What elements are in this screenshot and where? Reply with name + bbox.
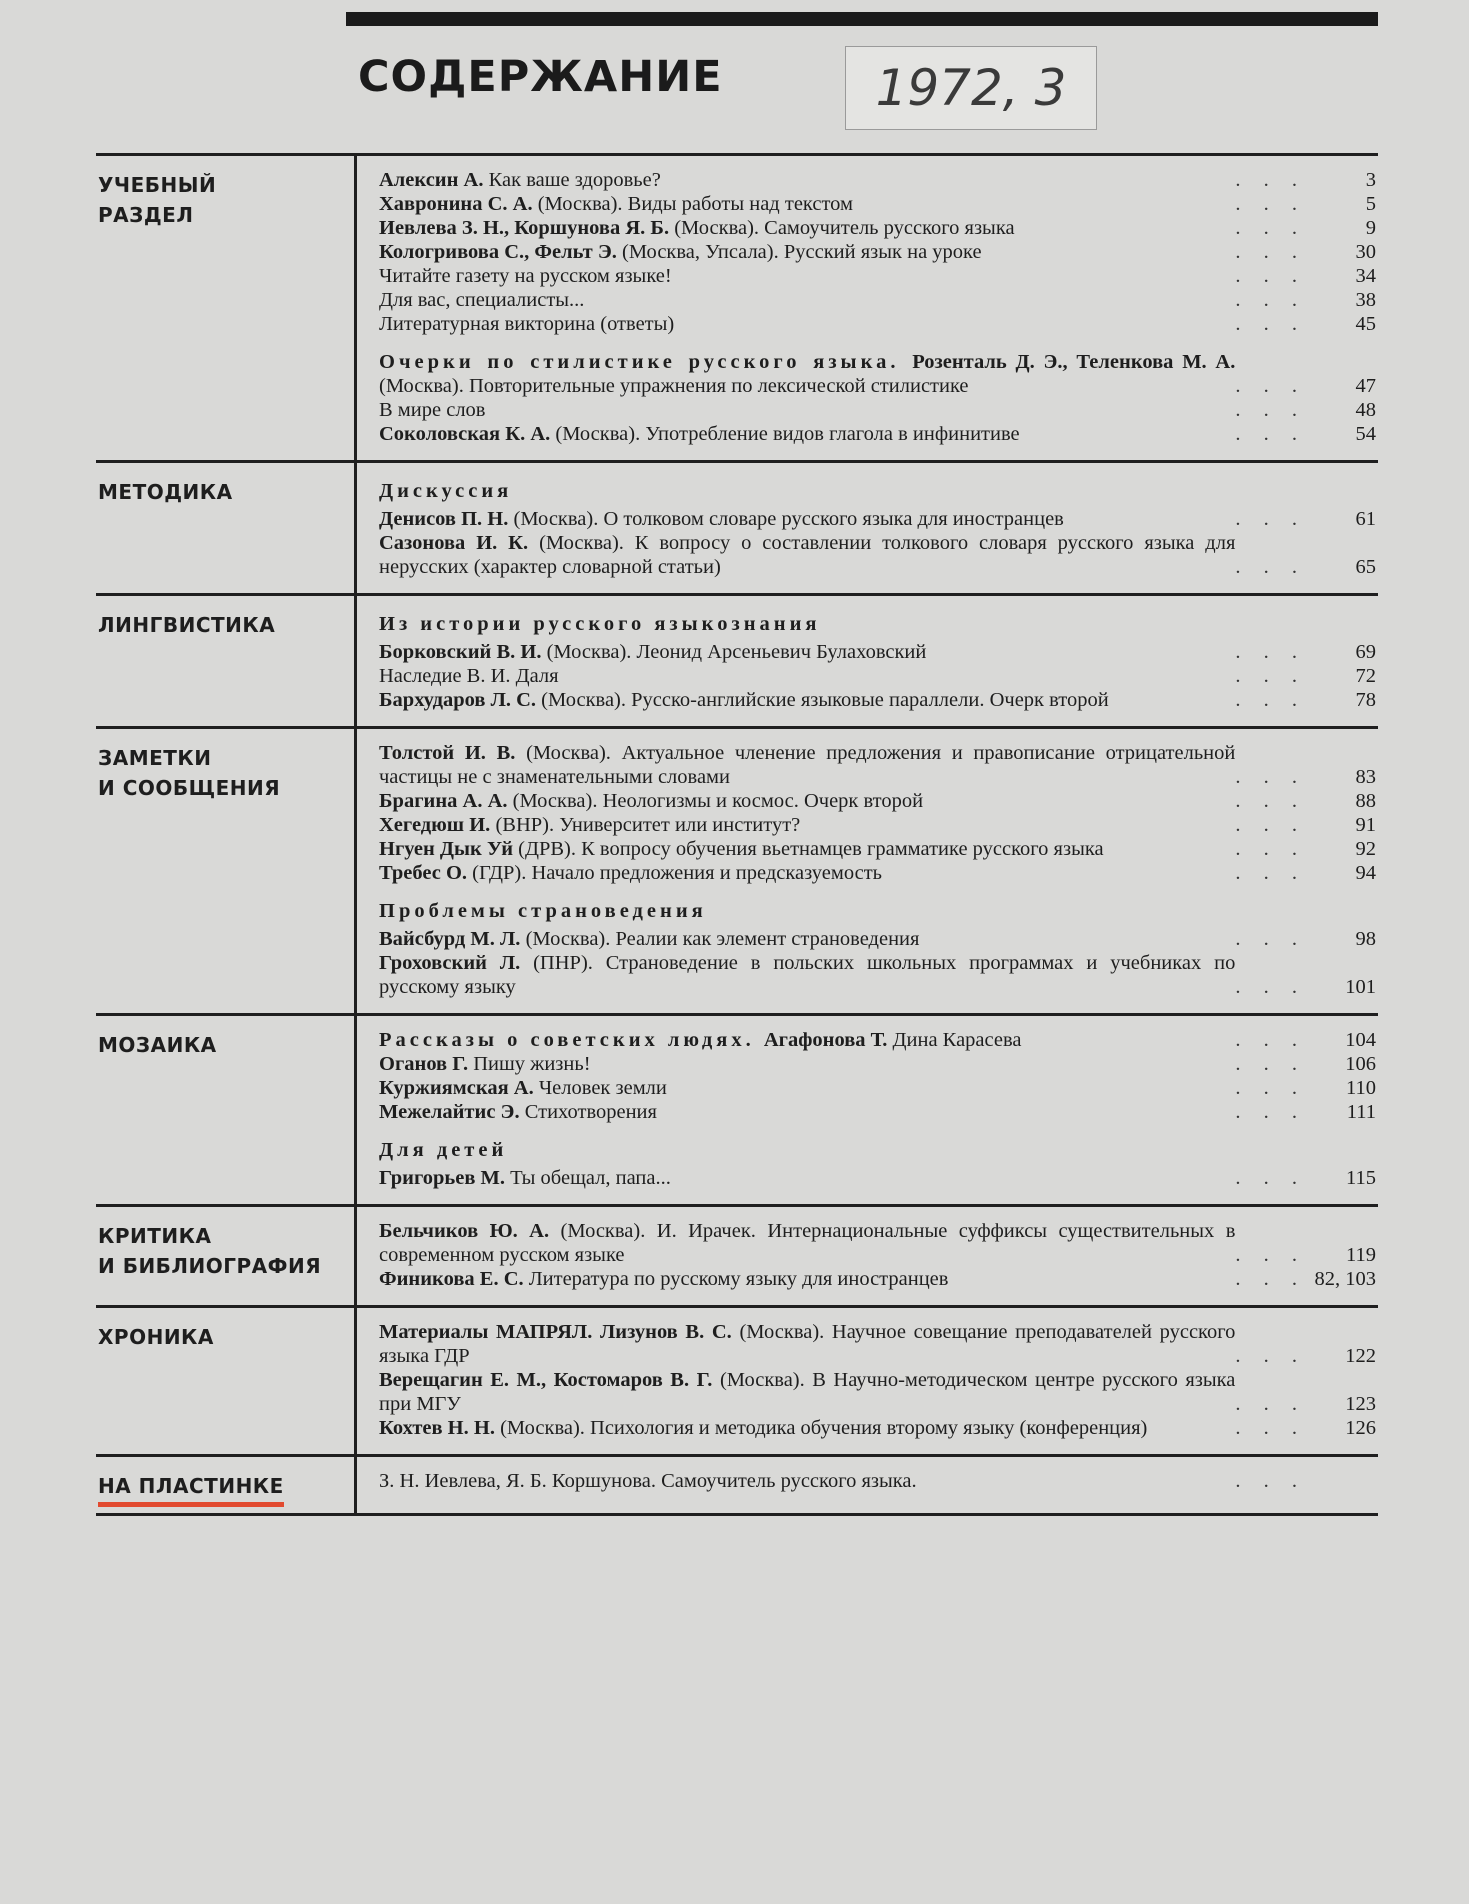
section-label-text: УЧЕБНЫЙ РАЗДЕЛ <box>98 173 217 227</box>
entry-page-number: 47 <box>1355 375 1376 397</box>
toc-section <box>96 1305 1378 1454</box>
handwritten-note: 1972, 3 <box>845 46 1097 130</box>
entry-page-number: 92 <box>1355 838 1376 860</box>
dot-leader: . . . <box>1235 1029 1306 1051</box>
dot-leader: . . . <box>1235 1053 1306 1075</box>
top-rule <box>346 12 1378 26</box>
toc-entry[interactable] <box>379 1028 1378 1052</box>
toc-entry[interactable] <box>379 1320 1378 1368</box>
entry-title: (Москва). Психология и методика обучения второму языку (конференция) <box>500 1417 1148 1439</box>
entry-title: (ГДР). Начало предложения и предсказуемость <box>472 862 883 884</box>
entry-text <box>379 1028 1235 1052</box>
entry-author: Бельчиков Ю. А. <box>379 1220 561 1242</box>
subsection-heading: Из истории русского языкознания <box>379 613 821 635</box>
toc-entry[interactable] <box>379 240 1378 264</box>
section-entries <box>357 729 1378 1013</box>
section-label <box>96 156 357 460</box>
entry-author: Розенталь Д. Э., Теленкова М. А. <box>912 351 1236 373</box>
entry-page-number: 78 <box>1355 689 1376 711</box>
section-label <box>96 1016 357 1204</box>
subsection-heading: Для детей <box>379 1139 508 1161</box>
entry-page-number: 30 <box>1355 241 1376 263</box>
dot-leader: . . . <box>1235 399 1306 421</box>
section-label <box>96 1457 357 1513</box>
toc-entry[interactable] <box>379 1368 1378 1416</box>
toc-entry[interactable] <box>379 168 1378 192</box>
dot-leader: . . . <box>1235 1268 1306 1290</box>
entry-title: (Москва). И. Ирачек. Интернациональные суффиксы существительных в современном русском языке <box>379 1220 1236 1266</box>
dot-leader: . . . <box>1235 928 1306 950</box>
entry-title: (Москва). Актуальное членение предложения и правописание отрицательной частицы не с знаменательными словами <box>379 742 1236 788</box>
section-label-text: ЗАМЕТКИ И СООБЩЕНИЯ <box>98 746 281 800</box>
toc-section <box>96 726 1378 1013</box>
toc-entry[interactable] <box>379 789 1378 813</box>
toc-entry[interactable] <box>379 264 1378 288</box>
dot-leader: . . . <box>1235 1244 1306 1266</box>
entry-author: Финикова Е. С. <box>379 1268 529 1290</box>
entry-text <box>379 192 1235 216</box>
dot-leader: . . . <box>1235 423 1306 445</box>
entry-page-number: 91 <box>1355 814 1376 836</box>
entry-title: (Москва). Леонид Арсеньевич Булаховский <box>546 641 927 663</box>
subsection-heading: Проблемы страноведения <box>379 900 707 922</box>
entry-text <box>379 312 1235 336</box>
entry-author: Толстой И. В. <box>379 742 527 764</box>
entry-title: (Москва). Самоучитель русского языка <box>674 217 1015 239</box>
toc-entry[interactable] <box>379 1416 1378 1440</box>
section-label-text: НА ПЛАСТИНКЕ <box>98 1474 284 1507</box>
dot-leader: . . . <box>1235 665 1306 687</box>
entry-page-number: 122 <box>1345 1345 1376 1367</box>
dot-leader: . . . <box>1235 265 1306 287</box>
entry-page-number: 98 <box>1355 928 1376 950</box>
section-label <box>96 1308 357 1454</box>
entry-text <box>379 837 1235 861</box>
entry-rubric: Рассказы о советских людях. <box>379 1029 764 1051</box>
entry-page-number: 115 <box>1346 1167 1376 1189</box>
entry-page-number: 88 <box>1355 790 1376 812</box>
section-entries <box>357 1016 1378 1204</box>
toc-section <box>96 1204 1378 1305</box>
entry-text <box>379 1076 1235 1100</box>
entry-page-number: 101 <box>1345 976 1376 998</box>
toc-section <box>96 153 1378 460</box>
entry-title: (Москва). Реалии как элемент страноведения <box>525 928 920 950</box>
entry-author: Верещагин Е. М., Костомаров В. Г. <box>379 1369 720 1391</box>
entry-text <box>379 1219 1235 1267</box>
entry-author: Борковский В. И. <box>379 641 547 663</box>
entry-title: Для вас, специалисты... <box>379 289 585 311</box>
entry-text <box>379 861 1235 885</box>
entry-page-number: 106 <box>1345 1053 1376 1075</box>
entry-text <box>379 741 1235 789</box>
dot-leader: . . . <box>1235 1393 1306 1415</box>
entry-text <box>379 688 1235 712</box>
toc-entry[interactable] <box>379 951 1378 999</box>
section-label-text: МЕТОДИКА <box>98 480 233 504</box>
toc-entry[interactable] <box>379 192 1378 216</box>
section-label-text: ХРОНИКА <box>98 1325 214 1349</box>
section-entries <box>357 463 1378 593</box>
entry-text <box>379 350 1235 398</box>
toc-entry[interactable] <box>379 531 1378 579</box>
section-label <box>96 1207 357 1305</box>
entry-title: Литература по русскому языку для иностранцев <box>528 1268 949 1290</box>
entry-title: Как ваше здоровье? <box>488 169 661 191</box>
entry-title: (ПНР). Страноведение в польских школьных программах и учебниках по русскому языку <box>379 952 1236 998</box>
entry-title: (Москва). Употребление видов глагола в инфинитиве <box>555 423 1020 445</box>
entry-author: Соколовская К. А. <box>379 423 556 445</box>
entry-text <box>379 240 1235 264</box>
entry-author: Требес О. <box>379 862 473 884</box>
entry-title: (Москва, Упсала). Русский язык на уроке <box>622 241 982 263</box>
entry-title: (Москва). О толковом словаре русского языка для иностранцев <box>513 508 1064 530</box>
dot-leader: . . . <box>1235 814 1306 836</box>
toc-entry[interactable] <box>379 507 1378 531</box>
toc-entry[interactable] <box>379 1469 1378 1493</box>
section-label-text: КРИТИКА И БИБЛИОГРАФИЯ <box>98 1224 322 1278</box>
entry-page-number: 65 <box>1355 556 1376 578</box>
entry-text <box>379 813 1235 837</box>
section-label <box>96 463 357 593</box>
dot-leader: . . . <box>1235 313 1306 335</box>
dot-leader: . . . <box>1235 766 1306 788</box>
entry-author: Сазонова И. К. <box>379 532 540 554</box>
page-title: СОДЕРЖАНИЕ <box>358 52 723 102</box>
entry-page-number: 45 <box>1355 313 1376 335</box>
entry-title: Ты обещал, папа... <box>510 1167 671 1189</box>
entry-author: Алексин А. <box>379 169 489 191</box>
entry-rubric: Очерки по стилистике русского языка. <box>379 351 913 373</box>
entry-title: Стихотворения <box>524 1101 657 1123</box>
entry-title: Дина Карасева <box>892 1029 1022 1051</box>
entry-author: Материалы МАПРЯЛ. Лизунов В. С. <box>379 1321 740 1343</box>
toc-section <box>96 1013 1378 1204</box>
toc-entry[interactable] <box>379 640 1378 664</box>
dot-leader: . . . <box>1235 689 1306 711</box>
subsection-heading: Дискуссия <box>379 480 513 502</box>
entry-author: Оганов Г. <box>379 1053 474 1075</box>
table-of-contents <box>96 153 1378 1516</box>
toc-section <box>96 460 1378 593</box>
entry-author: Куржиямская А. <box>379 1077 539 1099</box>
entry-author: Денисов П. Н. <box>379 508 514 530</box>
dot-leader: . . . <box>1235 1077 1306 1099</box>
entry-title: (Москва). Неологизмы и космос. Очерк второй <box>512 790 924 812</box>
dot-leader: . . . <box>1235 1345 1306 1367</box>
entry-title: (ДРВ). К вопросу обучения вьетнамцев грамматике русского языка <box>518 838 1104 860</box>
entry-author: Хегедюш И. <box>379 814 496 836</box>
toc-entry[interactable] <box>379 288 1378 312</box>
entry-page-number: 3 <box>1365 169 1376 191</box>
entry-title: (Москва). Повторительные упражнения по лексической стилистике <box>379 375 969 397</box>
entry-page-number: 69 <box>1355 641 1376 663</box>
entry-author: Вайсбурд М. Л. <box>379 928 526 950</box>
entry-text <box>379 1267 1235 1291</box>
dot-leader: . . . <box>1235 641 1306 663</box>
entry-title: (Москва). К вопросу о составлении толкового словаря русского языка для нерусских (характер словарной статьи) <box>379 532 1236 578</box>
entry-text <box>379 640 1235 664</box>
section-entries <box>357 1308 1378 1454</box>
entry-text <box>379 789 1235 813</box>
section-label <box>96 596 357 726</box>
toc-entry[interactable] <box>379 1100 1378 1124</box>
entry-title: Читайте газету на русском языке! <box>379 265 672 287</box>
entry-title: (Москва). Научное совещание преподавателей русского языка ГДР <box>379 1321 1236 1367</box>
entry-author: Нгуен Дык Уй <box>379 838 519 860</box>
entry-page-number: 9 <box>1365 217 1376 239</box>
entry-text <box>379 168 1235 192</box>
entry-page-number: 119 <box>1346 1244 1376 1266</box>
section-entries <box>357 1457 1378 1513</box>
entry-text <box>379 398 1235 422</box>
entry-title: Пишу жизнь! <box>473 1053 591 1075</box>
entry-page-number: 83 <box>1355 766 1376 788</box>
entry-text <box>379 1416 1235 1440</box>
entry-text <box>379 951 1235 999</box>
entry-page-number: 61 <box>1355 508 1376 530</box>
toc-entry[interactable] <box>379 312 1378 336</box>
entry-title: (ВНР). Университет или институт? <box>495 814 801 836</box>
entry-page-number: 54 <box>1355 423 1376 445</box>
entry-author: Григорьев М. <box>379 1167 511 1189</box>
entry-text <box>379 1052 1235 1076</box>
entry-text <box>379 288 1235 312</box>
dot-leader: . . . <box>1235 1101 1306 1123</box>
entry-text <box>379 422 1235 446</box>
entry-text <box>379 1100 1235 1124</box>
section-label-text: МОЗАИКА <box>98 1033 217 1057</box>
entry-author: Гроховский Л. <box>379 952 534 974</box>
section-label <box>96 729 357 1013</box>
entry-title: (Москва). Русско-английские языковые параллели. Очерк второй <box>541 689 1109 711</box>
entry-page-number: 94 <box>1355 862 1376 884</box>
toc-entry[interactable] <box>379 1267 1378 1291</box>
dot-leader: . . . <box>1235 862 1306 884</box>
dot-leader: . . . <box>1235 1167 1306 1189</box>
entry-text <box>379 1166 1235 1190</box>
toc-entry[interactable] <box>379 422 1378 446</box>
entry-author: Кохтев Н. Н. <box>379 1417 501 1439</box>
entry-text <box>379 264 1235 288</box>
section-entries <box>357 1207 1378 1305</box>
toc-entry[interactable] <box>379 664 1378 688</box>
entry-text <box>379 927 1235 951</box>
toc-entry[interactable] <box>379 1166 1378 1190</box>
dot-leader: . . . <box>1235 193 1306 215</box>
dot-leader: . . . <box>1235 976 1306 998</box>
entry-title: (Москва). В Научно-методическом центре русского языка при МГУ <box>379 1369 1236 1415</box>
entry-page-number: 38 <box>1355 289 1376 311</box>
toc-entry[interactable] <box>379 861 1378 885</box>
entry-page-number: 5 <box>1365 193 1376 215</box>
dot-leader: . . . <box>1235 838 1306 860</box>
entry-page-number: 123 <box>1345 1393 1376 1415</box>
entry-title: Человек земли <box>538 1077 667 1099</box>
entry-title: З. Н. Иевлева, Я. Б. Коршунова. Самоучитель русского языка. <box>379 1470 917 1492</box>
toc-entry[interactable] <box>379 741 1378 789</box>
toc-entry[interactable] <box>379 398 1378 422</box>
entry-text <box>379 216 1235 240</box>
entry-text <box>379 1469 1235 1493</box>
entry-page-number: 111 <box>1346 1101 1376 1123</box>
entry-author: Иевлева З. Н., Коршунова Я. Б. <box>379 217 675 239</box>
toc-section <box>96 1454 1378 1516</box>
toc-entry[interactable] <box>379 350 1378 398</box>
toc-entry[interactable] <box>379 837 1378 861</box>
toc-entry[interactable] <box>379 1052 1378 1076</box>
entry-page-number: 110 <box>1346 1077 1376 1099</box>
toc-entry[interactable] <box>379 688 1378 712</box>
toc-section <box>96 593 1378 726</box>
entry-title: Наследие В. И. Даля <box>379 665 559 687</box>
section-entries <box>357 596 1378 726</box>
entry-author: Хавронина С. А. <box>379 193 538 215</box>
entry-title: В мире слов <box>379 399 486 421</box>
entry-page-number: 34 <box>1355 265 1376 287</box>
dot-leader: . . . <box>1235 217 1306 239</box>
dot-leader: . . . <box>1235 241 1306 263</box>
entry-author: Бархударов Л. С. <box>379 689 542 711</box>
dot-leader: . . . <box>1235 1417 1306 1439</box>
entry-page-number: 126 <box>1345 1417 1376 1439</box>
entry-title: (Москва). Виды работы над текстом <box>537 193 853 215</box>
dot-leader: . . . <box>1235 289 1306 311</box>
entry-text <box>379 1368 1235 1416</box>
entry-author: Брагина А. А. <box>379 790 513 812</box>
entry-page-number: 82, 103 <box>1314 1268 1376 1290</box>
entry-text <box>379 664 1235 688</box>
entry-text <box>379 507 1235 531</box>
entry-page-number: 48 <box>1355 399 1376 421</box>
toc-entry[interactable] <box>379 1076 1378 1100</box>
dot-leader: . . . <box>1235 556 1306 578</box>
entry-title: Литературная викторина (ответы) <box>379 313 675 335</box>
entry-author: Агафонова Т. <box>763 1029 893 1051</box>
entry-page-number: 104 <box>1345 1029 1376 1051</box>
toc-entry[interactable] <box>379 216 1378 240</box>
entry-text <box>379 531 1235 579</box>
dot-leader: . . . <box>1235 375 1306 397</box>
entry-author: Межелайтис Э. <box>379 1101 525 1123</box>
section-label-text: ЛИНГВИСТИКА <box>98 613 276 637</box>
toc-entry[interactable] <box>379 813 1378 837</box>
dot-leader: . . . <box>1235 1470 1306 1492</box>
dot-leader: . . . <box>1235 169 1306 191</box>
section-entries <box>357 156 1378 460</box>
dot-leader: . . . <box>1235 790 1306 812</box>
entry-author: Кологривова С., Фельт Э. <box>379 241 623 263</box>
entry-text <box>379 1320 1235 1368</box>
dot-leader: . . . <box>1235 508 1306 530</box>
toc-entry[interactable] <box>379 927 1378 951</box>
toc-entry[interactable] <box>379 1219 1378 1267</box>
entry-page-number: 72 <box>1355 665 1376 687</box>
